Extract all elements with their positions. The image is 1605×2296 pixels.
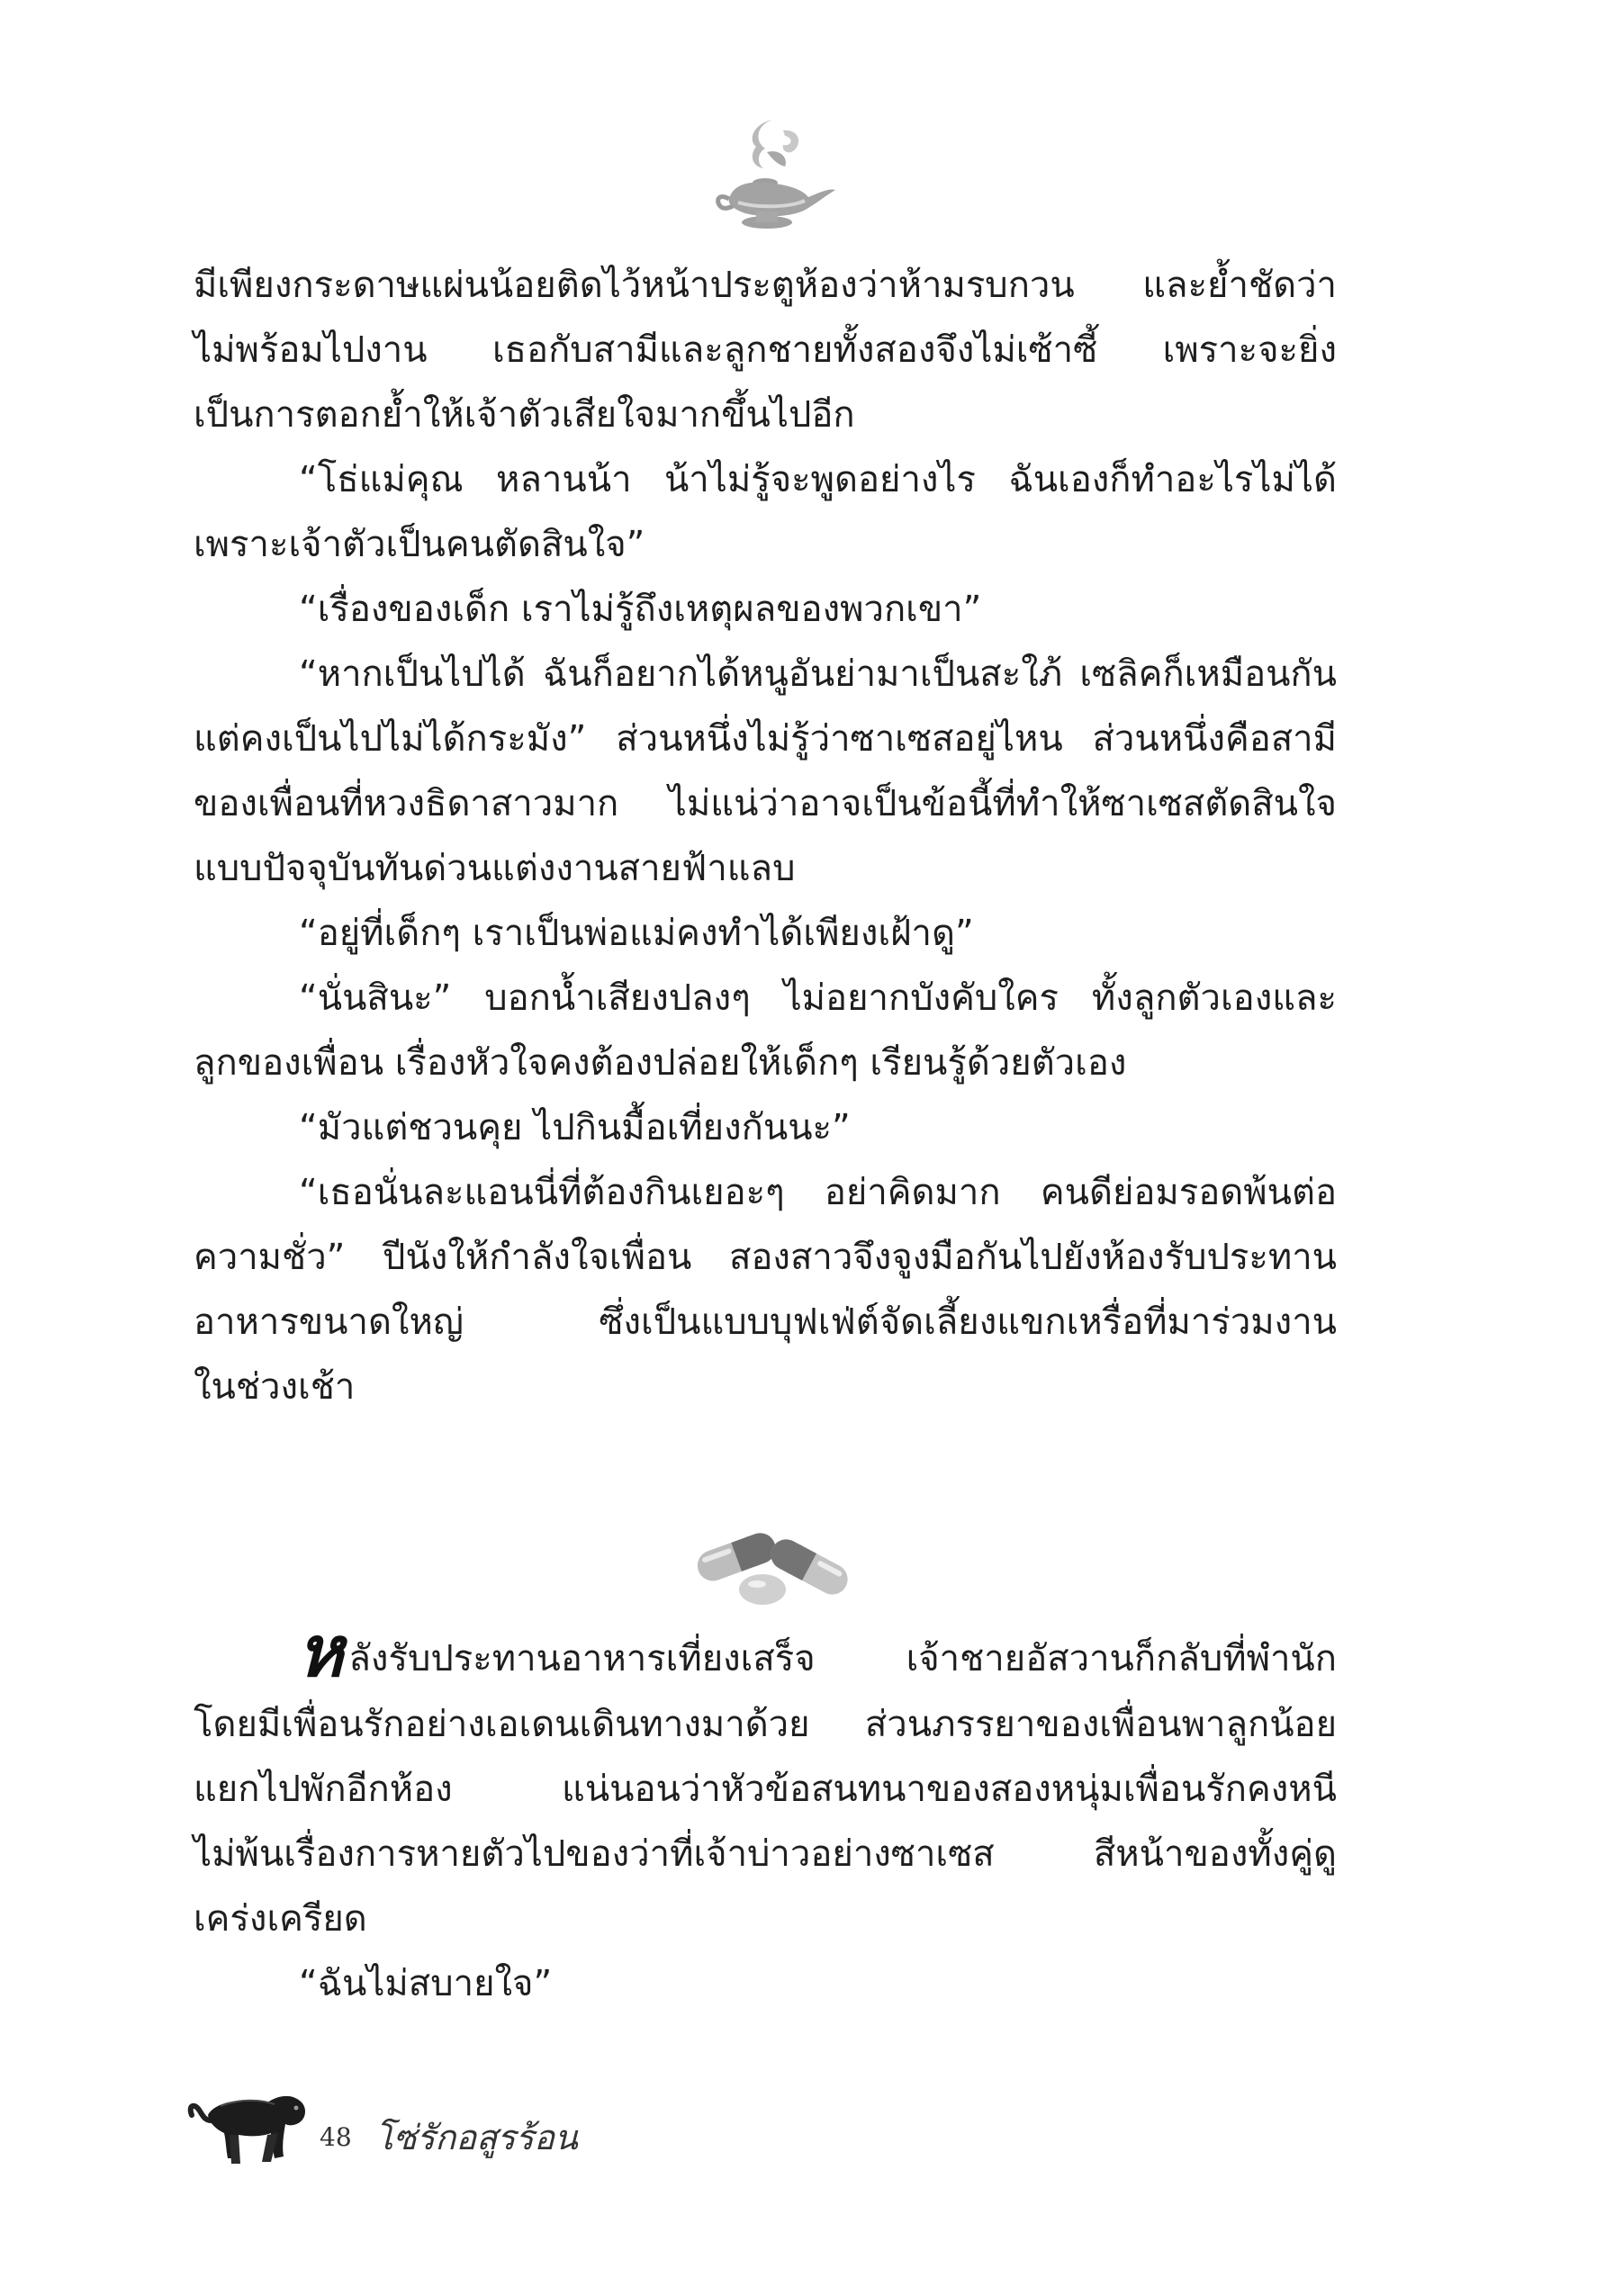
text-line bbox=[297, 1611, 1337, 1693]
text-line: อาหารขนาดใหญ่ ซึ่งเป็นแบบบุฟเฟ่ต์จัดเลี้ยงแขกเหรื่อที่มาร่วมงาน bbox=[194, 1301, 1337, 1343]
text-line: ของเพื่อนที่หวงธิดาสาวมาก ไม่แน่ว่าอาจเป็นข้อนี้ที่ทำให้ซาเซสตัดสินใจ bbox=[194, 783, 1337, 824]
text-line: “เธอนั่นละแอนนี่ที่ต้องกินเยอะๆ อย่าคิดมาก คนดีย่อมรอดพ้นต่อ bbox=[299, 1172, 1337, 1213]
text-line: “มัวแต่ชวนคุย ไปกินมื้อเที่ยงกันนะ” bbox=[299, 1107, 851, 1148]
book-title: โซ่รักอสูรร้อน bbox=[374, 2117, 578, 2157]
text-line: “หากเป็นไปได้ ฉันก็อยากได้หนูอันย่ามาเป็นสะใภ้ เซลิคก็เหมือนกัน bbox=[299, 653, 1337, 695]
text-line: ในช่วงเช้า bbox=[194, 1366, 356, 1408]
page-number: 48 bbox=[320, 2121, 352, 2152]
text-line: ลูกของเพื่อน เรื่องหัวใจคงต้องปล่อยให้เด็กๆ เรียนรู้ด้วยตัวเอง bbox=[194, 1042, 1127, 1084]
text-line: “ฉันไม่สบายใจ” bbox=[299, 1963, 553, 2004]
text-line: ความชั่ว” ปีนังให้กำลังใจเพื่อน สองสาวจึงจูงมือกันไปยังห้องรับประทาน bbox=[194, 1237, 1337, 1278]
genie-lamp-icon bbox=[702, 113, 837, 234]
text-line: “นั่นสินะ” บอกน้ำเสียงปลงๆ ไม่อยากบังคับใคร ทั้งลูกตัวเองและ bbox=[299, 977, 1337, 1019]
text-line: เคร่งเครียด bbox=[194, 1898, 367, 1940]
capsule-pills-icon bbox=[680, 1521, 860, 1611]
text-line: โดยมีเพื่อนรักอย่างเอเดนเดินทางมาด้วย ส่วนภรรยาของเพื่อนพาลูกน้อย bbox=[194, 1704, 1337, 1745]
text-line: แต่คงเป็นไปไม่ได้กระมัง” ส่วนหนึ่งไม่รู้ว่าซาเซสอยู่ไหน ส่วนหนึ่งคือสามี bbox=[194, 718, 1337, 760]
text-line: “เรื่องของเด็ก เราไม่รู้ถึงเหตุผลของพวกเขา” bbox=[299, 589, 982, 630]
text-line: เป็นการตอกย้ำให้เจ้าตัวเสียใจมากขึ้นไปอีก bbox=[194, 394, 855, 436]
black-panther-icon bbox=[185, 2079, 311, 2169]
text-line: มีเพียงกระดาษแผ่นน้อยติดไว้หน้าประตูห้องว่าห้ามรบกวน และย้ำชัดว่า bbox=[194, 265, 1337, 306]
text-line: ไม่พ้นเรื่องการหายตัวไปของว่าที่เจ้าบ่าวอย่างซาเซส สีหน้าของทั้งคู่ดู bbox=[194, 1833, 1337, 1875]
drop-cap: ห bbox=[297, 1611, 344, 1693]
text-line: แยกไปพักอีกห้อง แน่นอนว่าหัวข้อสนทนาของสองหนุ่มเพื่อนรักคงหนี bbox=[194, 1769, 1337, 1810]
page-footer bbox=[320, 2110, 578, 2164]
text-line: ไม่พร้อมไปงาน เธอกับสามีและลูกชายทั้งสองจึงไม่เซ้าซี้ เพราะจะยิ่ง bbox=[194, 329, 1337, 371]
text-line: เพราะเจ้าตัวเป็นคนตัดสินใจ” bbox=[194, 524, 645, 565]
text-line: “อยู่ที่เด็กๆ เราเป็นพ่อแม่คงทำได้เพียงเฝ้าดู” bbox=[299, 913, 974, 954]
text-line: “โธ่แม่คุณ หลานน้า น้าไม่รู้จะพูดอย่างไร ฉันเองก็ทำอะไรไม่ได้ bbox=[299, 459, 1337, 500]
text-line: แบบปัจจุบันทันด่วนแต่งงานสายฟ้าแลบ bbox=[194, 848, 796, 889]
drop-cap-line-text: ลังรับประทานอาหารเที่ยงเสร็จ เจ้าชายอัสวานก็กลับที่พำนัก bbox=[348, 1638, 1337, 1679]
